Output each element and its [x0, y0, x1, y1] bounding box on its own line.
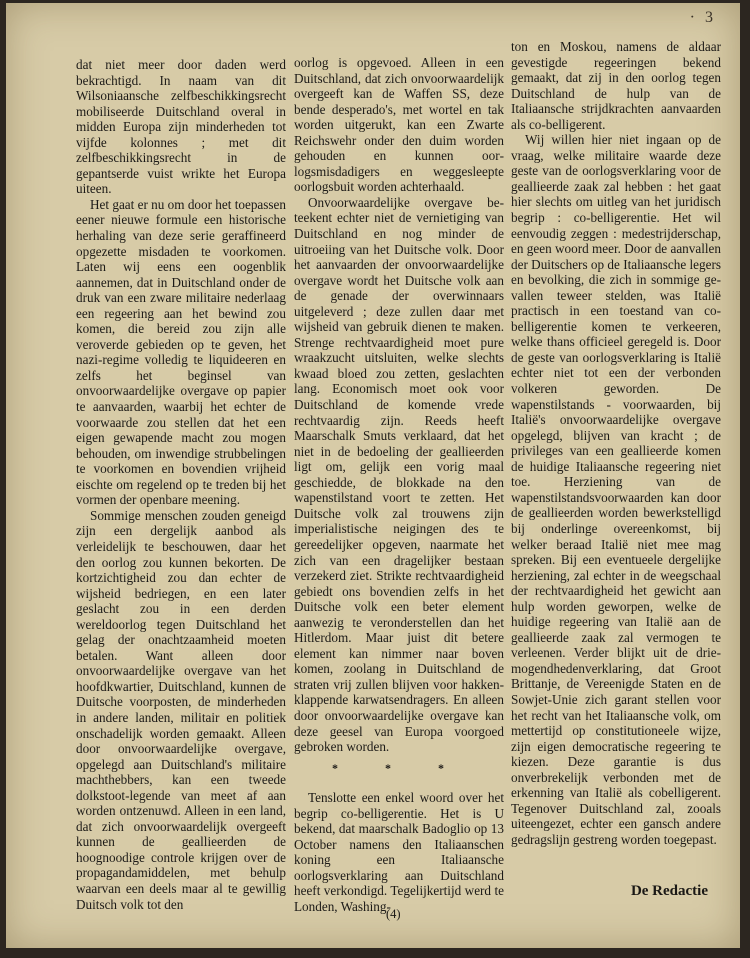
paragraph: Onvoorwaardelijke overgave beteekent echter niet de vernietiging van Duitschland en nog minder de uitroeiing van het Duitsche volk. Door het aanvaarden der onvoorwaardelijke overgave wordt het Duitsche volk aan de genade der overwinnaars uitgeleverd ; deze zullen daar met wijsheid van gebruik dienen te maken. Strenge rechtvaardigheid moet pure wraakzucht uitsluiten, welke slechts kwaad bloed zou zetten, geslachten lang. Economisch moet ook voor Duitschland de komende vrede rechtvaardig zijn. Reeds heeft Maarschalk Smuts verklaard, dat het niet in de bedoeling der geallieerden ligt om, gelijk een vorig maal geschiedde, de blokkade na den wapenstilstand voort te zetten. Het Duitsche volk zal trouwens zijn imperialistische neigingen des te gereedelijker opgeven, naarmate het zich van een dragelijker bestaan verzekerd ziet. Strikte rechtvaardigheid gebiedt ons bovendien zelfs in het Duitsche volk een beter element aanwezig te veronderstellen dan het Hitlerdom. Maar juist dit betere element kan nimmer naar boven komen, zoolang in Duitschland de straten vrij zullen blijven voor hakkenklappende karwatsendragers. En alleen door onvoorwaardelijke overgave kan deze geesel van Europa voorgoed gebroken worden.	[294, 194, 504, 755]
paragraph: ton en Moskou, namens de aldaar gevestigde regeeringen bekend gemaakt, dat zij in den oorlog tegen Duitschland de hulp van de Italiaansche strijdkrachten aanvaarden als co-belligerent.	[511, 39, 721, 132]
paragraph: Wij willen hier niet ingaan op de vraag, welke militaire waarde deze geste van de oorlogsverklaring voor de geallieerde zaak zal hebben : het gaat hier slechts om uitleg van het juridisch begrip : co-belligerentie. Het wil eenvoudig zeggen : medestrijderschap, en geen woord meer. Door de aanvallen der Duitschers op de Italiaansche legers en bevolking, die zich in sommige gevallen teweer stelden, was Italië practisch in een toestand van cobelligerentie komen te verkeeren, welke thans officieel geregeld is. Door de geste van oorlogsverklaring is Italië echter niet tot een der verbonden volkeren geworden. De wapenstilstands - voorwaarden, bij Italië's onvoorwaardelijke overgave opgelegd, blijven van kracht ; de privileges van een geallieerde komen de huidige Italiaansche regeering niet toe. Herziening van de wapenstilstandsvoorwaarden kan door de geallieerden worden bewerkstelligd bij onderlinge overeenkomst, bij welker beraad Italië niet mee mag spreken. Bij een eventueele dergelijke herziening, zal echter in de weegschaal der rechtvaardigheid het gewicht aan hulp worden geworpen, welke de huidige regeering van Italië aan de geallieerde zaak zal vermogen te verleenen. Verder blijkt uit de drie-mogendhedenverklaring, dat Groot Brittanje, de Vereenigde Staten en de Sowjet-Unie zich garant stellen voor het recht van het Italiaansche volk, om mettertijd op constitutioneele wijze, zijn eigen democratische regeering te kiezen. Deze garantie is dus onverbrekelijk verbonden met de erkenning van Italië als cobelligerent. Tegenover Duitschland zal, zooals uiteengezet, echter een gansch andere gedragslijn gestreng worden toegepast.	[511, 132, 721, 847]
section-divider-stars: * * *	[332, 760, 466, 775]
text-column-3	[511, 39, 721, 847]
paragraph: Tenslotte een enkel woord over het begrip co-belligerentie. Het is U bekend, dat maarschalk Badoglio op 13 October namens den Italiaanschen koning een Italiaansche oorlogsverklaring aan Duitschland heeft verkondigd. Tegelijkertijd werd te Londen, Washing-	[294, 790, 504, 914]
signature: De Redactie	[630, 883, 708, 899]
paragraph: oorlog is opgevoed. Alleen in een Duitschland, dat zich onvoorwaardelijk overgeeft kan de Waffen SS, deze bende desperado's, met wortel en tak worden uitgerukt, kan een Zwarte Reichswehr onder den duim worden gehouden en kunnen oorlogsmisdadigers en weggesleepte oorlogsbuit worden achterhaald.	[294, 55, 504, 195]
text-column-2	[294, 55, 504, 915]
corner-mark: · 3	[689, 9, 716, 26]
paragraph: Het gaat er nu om door het toepassen eener nieuwe formule een historische herhaling van deze serie geraffineerd opgezette misdaden te voorkomen. Laten wij eens een oogenblik aannemen, dat in Duitschland onder de druk van een zware militaire nederlaag een regeering aan het bewind zou komen, die bereid zou zijn alle veroverde gebieden op te geven, het nazi-regime volledig te liquideeren en zelfs het beginsel van onvoorwaardelijke overgave op papier te aanvaarden, waarbij het echter de voorwaarde zou stellen dat het een eigen gewapende macht zou mogen behouden, om inwendige strubbelingen te voorkomen en bovendien vrijheid eischte om regelend op te treden bij het vormen der openbare meening.	[76, 196, 286, 508]
page-number: (4)	[386, 907, 401, 921]
paragraph: dat niet meer door daden werd bekrachtigd. In naam van dit Wilsoniaansche zelfbeschikkingsrecht mobiliseerde Duitschland overal in midden Europa zijn minderheden tot vijfde kolonnes ; met dit zelfbeschikkingsrecht in de gepantserde vuist wrikte het Europa uiteen.	[76, 57, 286, 197]
magazine-page	[6, 3, 740, 948]
paragraph: Sommige menschen zouden geneigd zijn een dergelijk aanbod als verleidelijk te beschouwen, daar het den oorlog zou kunnen bekorten. De kortzichtigheid zou dan echter de wijsheid bedriegen, en een later geslacht zou in een derden wereldoorlog tegen Duitschland het gelag der onachtzaamheid moeten betalen. Want alleen door onvoorwaardelijke overgave van het hoofdkwartier, Duitschland, kunnen de Duitsche voorposten, de minderheden in andere landen, militair en politiek onschadelijk worden gemaakt. Alleen door onvoorwaardelijke overgave, opgelegd aan Duitschland's militaire machthebbers, kan een tweede dolkstoot-legende van meet af aan worden ontzenuwd. Alleen in een land, dat zich onvoorwaardelijk overgeeft kunnen de geallieerden de hoognoodige controle krijgen over de propagandamiddelen, met behulp waarvan een deels maar al te gewillig Duitsch volk tot den	[76, 507, 286, 912]
text-column-1	[76, 57, 286, 912]
